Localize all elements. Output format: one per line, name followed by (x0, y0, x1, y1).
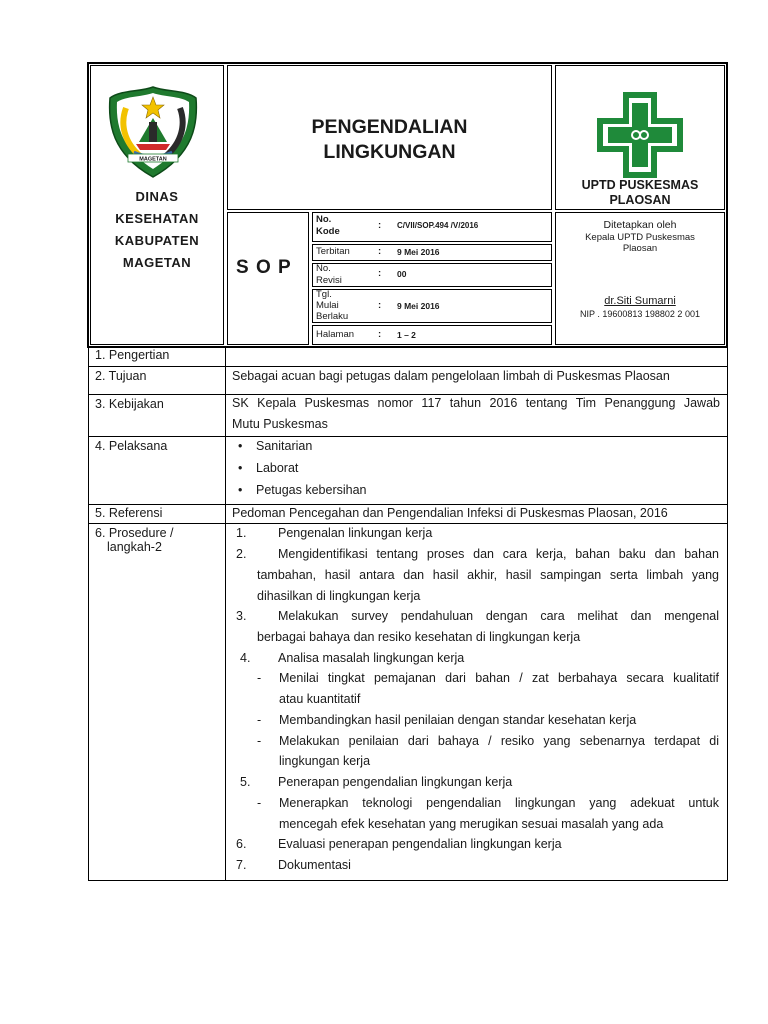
body-column-divider (225, 346, 226, 881)
step-text: Dokumentasi (278, 858, 351, 872)
step-number: 7. (236, 858, 247, 872)
document-title (228, 115, 551, 165)
list-item: Petugas kebersihan (256, 483, 367, 497)
no-revisi-label: No. Revisi (316, 263, 342, 286)
terbitan-label: Terbitan (316, 246, 350, 257)
step-number: 1. (236, 526, 247, 540)
kebijakan-line-1: SK Kepala Puskesmas nomor 117 tahun 2016 tentang Tim Penanggung Jawab (232, 396, 720, 410)
bullet-icon: • (238, 461, 243, 475)
org-line-1: DINAS (135, 189, 179, 204)
row-divider (88, 436, 728, 437)
step-text: Pengenalan linkungan kerja (278, 526, 433, 540)
referensi-label: 5. Referensi (95, 506, 163, 520)
list-item (238, 458, 242, 479)
bullet-icon: • (238, 483, 243, 497)
dash-marker: - (257, 713, 262, 727)
halaman-colon: : (378, 329, 382, 340)
step-number: 2. (236, 547, 247, 561)
step-text: atau kuantitatif (279, 692, 361, 706)
tgl-berlaku-value: 9 Mei 2016 (397, 301, 440, 311)
list-item (238, 436, 242, 457)
step-text: Penerapan pengendalian lingkungan kerja (278, 775, 513, 789)
approval-line-1: Ditetapkan oleh (603, 219, 677, 231)
no-revisi-colon: : (378, 268, 382, 279)
org-line-3: KABUPATEN (114, 233, 200, 248)
pengertian-label: 1. Pengertian (95, 348, 170, 362)
step-text: mencegah efek kesehatan yang merugikan sesuai masalah yang ada (279, 817, 664, 831)
approval-block (556, 219, 724, 254)
title-line-2: LINGKUNGAN (323, 141, 456, 163)
no-kode-label: No. Kode (316, 214, 340, 237)
bullet-icon: • (238, 439, 243, 453)
org-name (92, 186, 222, 274)
list-item (238, 480, 242, 501)
step-text: berbagai bahaya dan resiko kesehatan di lingkungan kerja (257, 630, 581, 644)
list-item: Sanitarian (256, 439, 313, 453)
approver-nip: NIP . 19600813 198802 2 001 (580, 309, 700, 319)
step-number: 6. (236, 837, 247, 851)
step-text: Melakukan survey pendahuluan dengan cara melihat dan mengenal (278, 609, 719, 623)
meta-row-no-revisi (312, 263, 552, 287)
dash-marker: - (257, 796, 262, 810)
step-text: dihasilkan di lingkungan kerja (257, 589, 421, 603)
step-text: lingkungan kerja (279, 754, 371, 768)
step-text: tambahan, hasil antara dan hasil akhir, hasil sampingan serta limbah yang (257, 568, 719, 582)
approval-line-2: Kepala UPTD Puskesmas (585, 232, 695, 243)
step-text: Menerapkan teknologi pengendalian lingkungan yang adekuat untuk (279, 796, 719, 810)
step-text: Menilai tingkat pemajanan dari bahan / zat berbahaya secara kualitatif (279, 671, 719, 685)
step-text: Mengidentifikasi tentang proses dan cara kerja, bahan baku dan bahan (278, 547, 719, 561)
org-line-2: KESEHATAN (115, 211, 199, 226)
approver-name: dr.Siti Sumarni (604, 295, 676, 307)
no-kode-colon: : (378, 220, 382, 231)
terbitan-value: 9 Mei 2016 (397, 247, 440, 257)
facility-line-1: UPTD PUSKESMAS (581, 178, 699, 192)
kebijakan-label: 3. Kebijakan (95, 397, 164, 411)
dash-marker: - (257, 671, 262, 685)
step-text: Melakukan penilaian dari bahaya / resiko yang sebenarnya terdapat di (279, 734, 719, 748)
approval-line-3: Plaosan (622, 243, 658, 254)
pelaksana-label: 4. Pelaksana (95, 439, 168, 453)
emblem-banner-text: MAGETAN (139, 156, 167, 163)
tgl-berlaku-colon: : (378, 300, 382, 311)
step-number: 3. (236, 609, 247, 623)
prosedur-label: 6. Prosedure / langkah-2 (95, 526, 174, 554)
step-text: Evaluasi penerapan pengendalian lingkungan kerja (278, 837, 562, 851)
dash-marker: - (257, 734, 262, 748)
facility-line-2: PLAOSAN (609, 193, 671, 207)
referensi-content: Pedoman Pencegahan dan Pengendalian Infeksi di Puskesmas Plaosan, 2016 (232, 506, 668, 520)
title-line-1: PENGENDALIAN (311, 116, 468, 138)
magetan-emblem-icon (106, 84, 200, 180)
tujuan-content: Sebagai acuan bagi petugas dalam pengelolaan limbah di Puskesmas Plaosan (232, 369, 670, 383)
step-number: 5. (240, 775, 251, 789)
halaman-value: 1 – 2 (397, 330, 416, 340)
kebijakan-line-2: Mutu Puskesmas (232, 417, 328, 431)
no-kode-value: C/VII/SOP.494 /V/2016 (397, 221, 479, 230)
puskesmas-logo-icon (596, 91, 684, 179)
tujuan-label: 2. Tujuan (95, 369, 147, 383)
facility-name (556, 178, 724, 208)
terbitan-colon: : (378, 246, 382, 257)
halaman-label: Halaman (316, 329, 355, 340)
step-text: Membandingkan hasil penilaian dengan standar kesehatan kerja (279, 713, 637, 727)
step-text: Analisa masalah lingkungan kerja (278, 651, 465, 665)
no-revisi-value: 00 (397, 269, 407, 279)
org-line-4: MAGETAN (122, 255, 192, 270)
list-item: Laborat (256, 461, 299, 475)
step-number: 4. (240, 651, 251, 665)
sop-label: S O P (236, 257, 292, 278)
tgl-berlaku-label: Tgl. Mulai Berlaku (316, 289, 349, 322)
